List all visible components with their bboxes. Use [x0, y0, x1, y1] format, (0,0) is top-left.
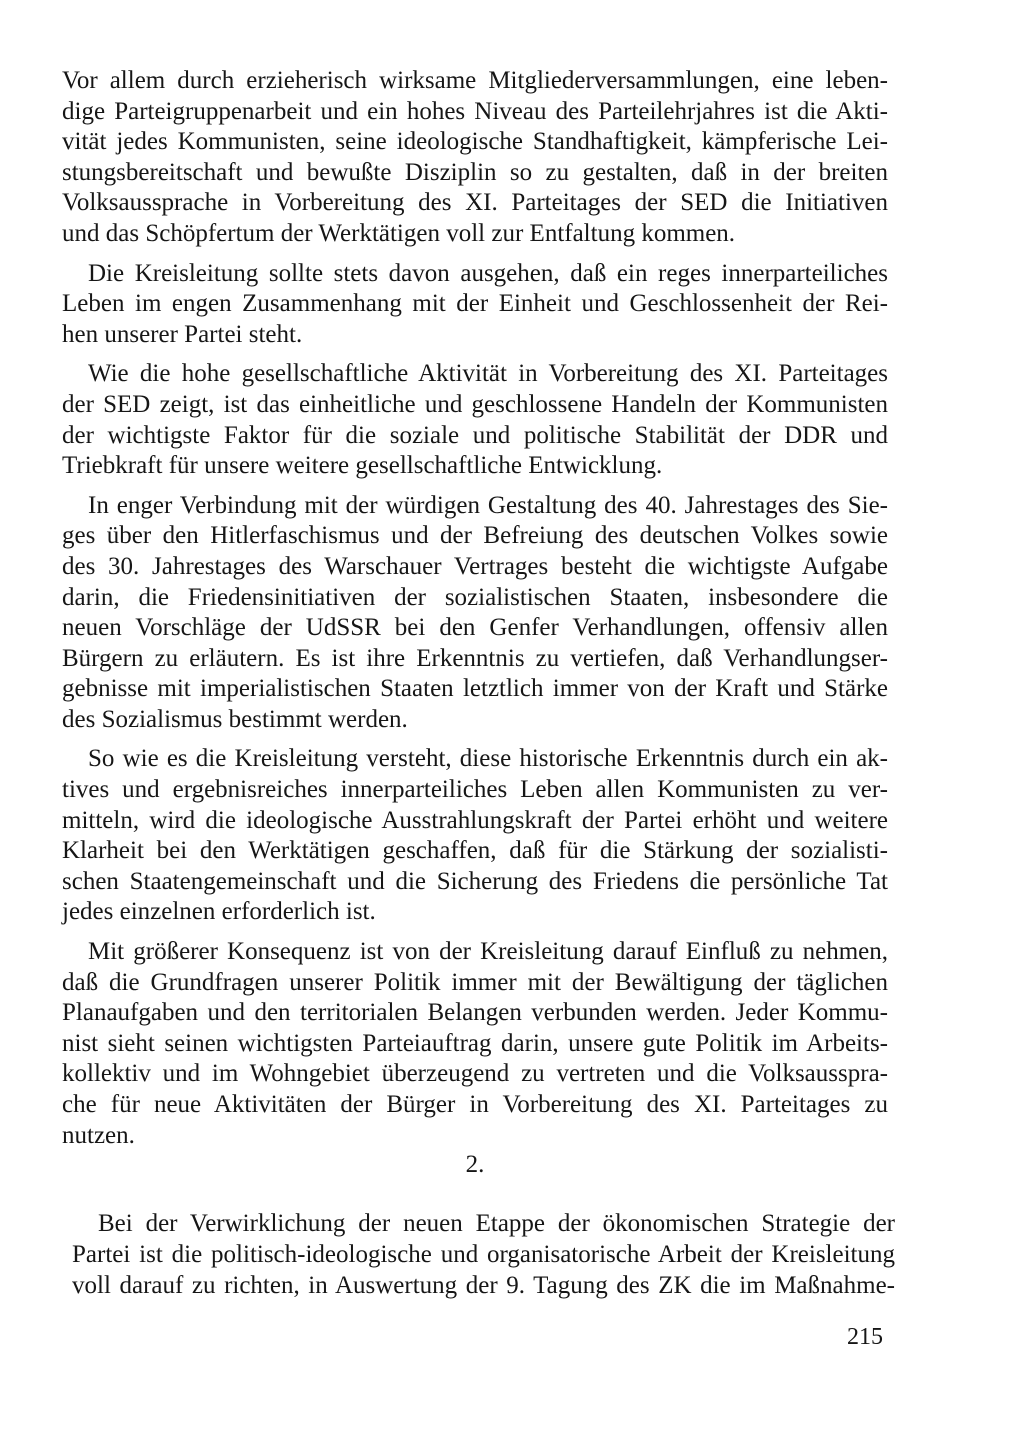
- text-line: jedes einzelnen erforderlich ist.: [62, 898, 376, 926]
- paragraph-2: [62, 259, 888, 351]
- text-line: nist sieht seinen wichtigsten Parteiauftrag darin, unsere gute Politik im Arbeits-: [62, 1029, 888, 1057]
- text-line: voll darauf zu richten, in Auswertung der 9. Tagung des ZK die im Maßnahme-: [72, 1272, 895, 1299]
- text-line: daß die Grundfragen unserer Politik immer mit der Bewältigung der täglichen: [62, 968, 888, 996]
- text-line: Volksaussprache in Vorbereitung des XI. Parteitages der SED die Initiativen: [62, 189, 888, 217]
- text-line: In enger Verbindung mit der würdigen Gestaltung des 40. Jahrestages des Sie-: [88, 491, 888, 519]
- section-2-text: [72, 1208, 895, 1301]
- text-line: kollektiv und im Wohngebiet überzeugend zu vertreten und die Volksausspra-: [62, 1060, 888, 1088]
- body-text: [62, 66, 888, 1160]
- text-line: che für neue Aktivitäten der Bürger in Vorbereitung des XI. Parteitages zu: [62, 1091, 888, 1118]
- text-line: hen unserer Partei steht.: [62, 320, 303, 348]
- text-line: des Sozialismus bestimmt werden.: [62, 705, 408, 733]
- text-line: gebnisse mit imperialistischen Staaten letztlich immer von der Kraft und Stärke: [62, 675, 888, 703]
- section-heading: 2.: [465, 1151, 485, 1178]
- paragraph-1: [62, 66, 888, 250]
- text-line: Leben im engen Zusammenhang mit der Einheit und Geschlossenheit der Rei-: [62, 290, 888, 318]
- text-line: Planaufgaben und den territorialen Belangen verbunden werden. Jeder Kommu-: [62, 999, 888, 1027]
- text-line: stungsbereitschaft und bewußte Disziplin so zu gestalten, daß in der breiten: [62, 158, 888, 186]
- text-line: Wie die hohe gesellschaftliche Aktivität in Vorbereitung des XI. Parteitages: [88, 360, 888, 388]
- text-line: neuen Vorschläge der UdSSR bei den Genfer Verhandlungen, offensiv allen: [62, 614, 888, 642]
- text-line: der wichtigste Faktor für die soziale und politische Stabilität der DDR und: [62, 421, 888, 449]
- text-line: tives und ergebnisreiches innerparteiliches Leben allen Kommunisten zu ver-: [62, 776, 888, 804]
- text-line: Vor allem durch erzieherisch wirksame Mitgliederversammlungen, eine leben-: [62, 67, 888, 94]
- text-line: der SED zeigt, ist das einheitliche und geschlossene Handeln der Kommunisten: [62, 390, 888, 418]
- text-line: Triebkraft für unsere weitere gesellschaftliche Entwicklung.: [62, 452, 663, 480]
- text-line: Mit größerer Konsequenz ist von der Kreisleitung darauf Einfluß zu nehmen,: [88, 938, 888, 966]
- text-line: Klarheit bei den Werktätigen geschaffen, daß für die Stärkung der sozialisti-: [62, 837, 888, 865]
- paragraph-5: [62, 744, 888, 928]
- text-line: ges über den Hitlerfaschismus und der Befreiung des deutschen Volkes sowie: [62, 522, 888, 550]
- text-line: So wie es die Kreisleitung versteht, diese historische Erkenntnis durch ein ak-: [88, 745, 888, 773]
- paragraph-4: [62, 491, 888, 736]
- text-line: Bei der Verwirklichung der neuen Etappe der ökonomischen Strategie der: [98, 1210, 895, 1237]
- text-line: darin, die Friedensinitiativen der sozialistischen Staaten, insbesondere die: [62, 583, 888, 611]
- page-number: 215: [847, 1324, 883, 1350]
- text-line: und das Schöpfertum der Werktätigen voll zur Entfaltung kommen.: [62, 219, 736, 247]
- text-line: Partei ist die politisch-ideologische und organisatorische Arbeit der Kreisleitung: [72, 1241, 895, 1268]
- paragraph-6: [62, 937, 888, 1151]
- text-line: Die Kreisleitung sollte stets davon ausgehen, daß ein reges innerparteiliches: [88, 259, 888, 287]
- paragraph-3: [62, 359, 888, 481]
- text-line: dige Parteigruppenarbeit und ein hohes Niveau des Parteilehrjahres ist die Akti-: [62, 97, 888, 125]
- text-line: Bürgern zu erläutern. Es ist ihre Erkenntnis zu vertiefen, daß Verhandlungser-: [62, 644, 888, 672]
- text-line: schen Staatengemeinschaft und die Sicherung des Friedens die persönliche Tat: [62, 867, 888, 895]
- text-line: vität jedes Kommunisten, seine ideologische Standhaftigkeit, kämpferische Lei-: [62, 128, 888, 156]
- text-line: mitteln, wird die ideologische Ausstrahlungskraft der Partei erhöht und weitere: [62, 806, 888, 834]
- text-line: des 30. Jahrestages des Warschauer Vertrages besteht die wichtigste Aufgabe: [62, 552, 888, 580]
- text-line: nutzen.: [62, 1121, 135, 1149]
